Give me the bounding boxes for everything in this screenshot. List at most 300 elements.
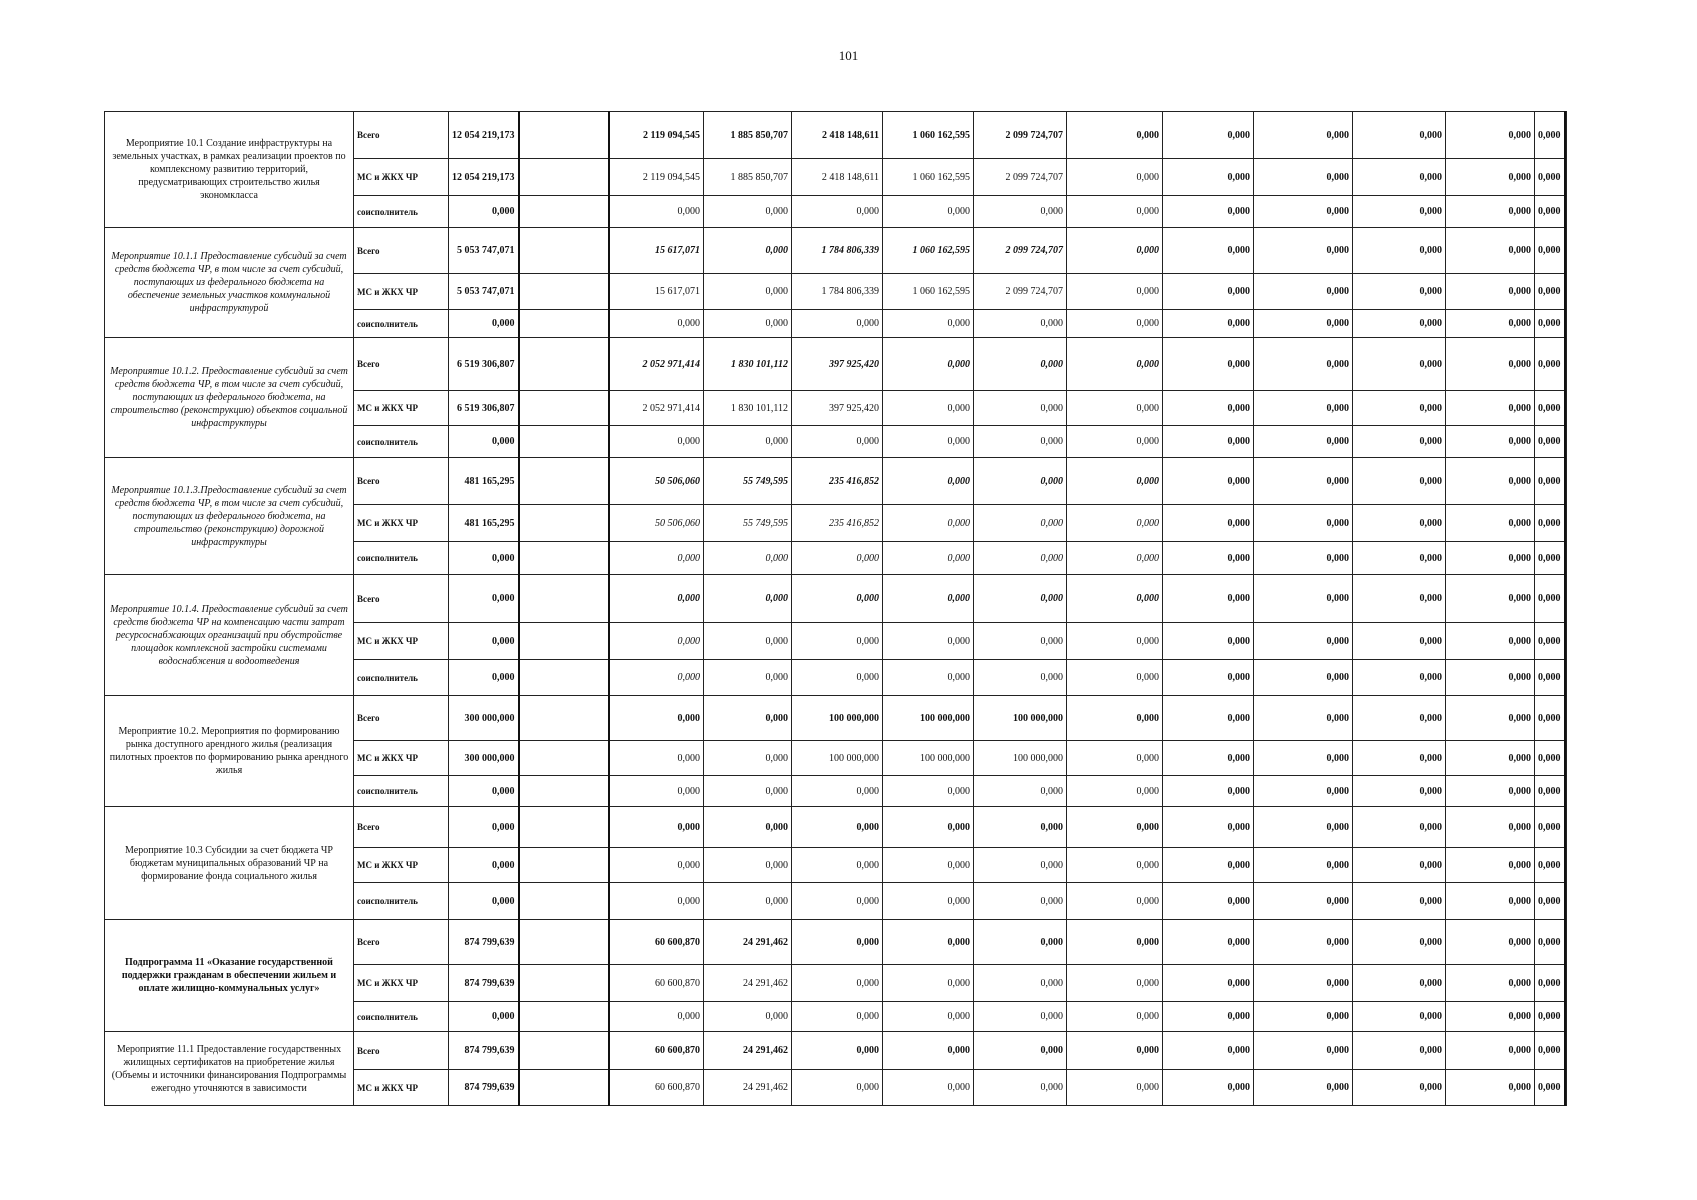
value-cell: 0,000 (974, 883, 1067, 920)
value-cell: 0,000 (1446, 505, 1535, 542)
funding-type-label: МС и ЖКХ ЧР (354, 965, 449, 1002)
value-cell: 0,000 (704, 542, 792, 575)
value-cell: 0,000 (609, 807, 704, 848)
table-edge (1565, 458, 1567, 505)
value-cell: 0,000 (1067, 920, 1163, 965)
value-cell: 0,000 (1535, 965, 1565, 1002)
value-cell: 60 600,870 (609, 1032, 704, 1070)
value-cell: 0,000 (1163, 660, 1254, 696)
value-cell: 0,000 (1163, 1070, 1254, 1106)
value-cell: 0,000 (1067, 159, 1163, 196)
table-edge (1565, 228, 1567, 274)
value-cell: 1 885 850,707 (704, 159, 792, 196)
value-cell: 100 000,000 (974, 696, 1067, 741)
value-cell: 0,000 (1067, 776, 1163, 807)
value-cell: 0,000 (609, 542, 704, 575)
value-cell: 300 000,000 (449, 741, 519, 776)
value-cell: 60 600,870 (609, 1070, 704, 1106)
value-cell: 235 416,852 (792, 505, 883, 542)
value-cell: 0,000 (1254, 696, 1353, 741)
table-edge (1565, 965, 1567, 1002)
value-cell: 0,000 (1254, 228, 1353, 274)
value-cell: 0,000 (1353, 274, 1446, 310)
column-divider (519, 338, 609, 391)
value-cell: 0,000 (1163, 807, 1254, 848)
value-cell: 0,000 (1067, 623, 1163, 660)
value-cell: 0,000 (1163, 159, 1254, 196)
value-cell: 0,000 (1446, 338, 1535, 391)
value-cell: 5 053 747,071 (449, 228, 519, 274)
table-edge (1565, 338, 1567, 391)
value-cell: 0,000 (883, 1002, 974, 1032)
table-body (105, 112, 1567, 1106)
value-cell: 0,000 (609, 623, 704, 660)
value-cell: 0,000 (1067, 542, 1163, 575)
value-cell: 0,000 (1067, 965, 1163, 1002)
column-divider (519, 623, 609, 660)
value-cell: 100 000,000 (974, 741, 1067, 776)
funding-type-label: соисполнитель (354, 196, 449, 228)
value-cell: 0,000 (792, 426, 883, 458)
table-edge (1565, 542, 1567, 575)
value-cell: 235 416,852 (792, 458, 883, 505)
value-cell: 874 799,639 (449, 1070, 519, 1106)
value-cell: 0,000 (1353, 660, 1446, 696)
column-divider (519, 741, 609, 776)
value-cell: 2 418 148,611 (792, 159, 883, 196)
value-cell: 0,000 (449, 1002, 519, 1032)
value-cell: 0,000 (609, 848, 704, 883)
value-cell: 0,000 (1446, 112, 1535, 159)
value-cell: 0,000 (1446, 274, 1535, 310)
value-cell: 0,000 (609, 660, 704, 696)
value-cell: 0,000 (1535, 310, 1565, 338)
value-cell: 481 165,295 (449, 505, 519, 542)
value-cell: 0,000 (1163, 505, 1254, 542)
value-cell: 0,000 (1254, 274, 1353, 310)
value-cell: 0,000 (1446, 310, 1535, 338)
value-cell: 0,000 (1446, 1070, 1535, 1106)
value-cell: 0,000 (704, 776, 792, 807)
value-cell: 0,000 (792, 848, 883, 883)
value-cell: 0,000 (883, 310, 974, 338)
value-cell: 0,000 (883, 338, 974, 391)
value-cell: 0,000 (883, 660, 974, 696)
value-cell: 2 099 724,707 (974, 274, 1067, 310)
value-cell: 0,000 (1446, 228, 1535, 274)
column-divider (519, 660, 609, 696)
value-cell: 0,000 (704, 228, 792, 274)
table-edge (1565, 575, 1567, 623)
value-cell: 0,000 (792, 1032, 883, 1070)
column-divider (519, 1070, 609, 1106)
value-cell: 0,000 (1163, 338, 1254, 391)
value-cell: 874 799,639 (449, 920, 519, 965)
value-cell: 0,000 (792, 310, 883, 338)
value-cell: 0,000 (974, 542, 1067, 575)
column-divider (519, 807, 609, 848)
column-divider (519, 1032, 609, 1070)
value-cell: 0,000 (1163, 776, 1254, 807)
value-cell: 55 749,595 (704, 458, 792, 505)
value-cell: 397 925,420 (792, 338, 883, 391)
value-cell: 874 799,639 (449, 1032, 519, 1070)
value-cell: 0,000 (1535, 623, 1565, 660)
value-cell: 0,000 (1254, 505, 1353, 542)
table-edge (1565, 776, 1567, 807)
value-cell: 0,000 (1067, 196, 1163, 228)
column-divider (519, 112, 609, 159)
value-cell: 0,000 (1446, 741, 1535, 776)
value-cell: 0,000 (883, 505, 974, 542)
table-row (105, 1032, 1567, 1070)
value-cell: 0,000 (704, 848, 792, 883)
value-cell: 0,000 (704, 741, 792, 776)
value-cell: 0,000 (1163, 228, 1254, 274)
value-cell: 0,000 (1067, 741, 1163, 776)
value-cell: 0,000 (974, 505, 1067, 542)
value-cell: 0,000 (1535, 920, 1565, 965)
value-cell: 2 052 971,414 (609, 391, 704, 426)
value-cell: 0,000 (883, 920, 974, 965)
value-cell: 300 000,000 (449, 696, 519, 741)
value-cell: 0,000 (792, 196, 883, 228)
value-cell: 0,000 (1446, 776, 1535, 807)
funding-type-label: Всего (354, 458, 449, 505)
funding-type-label: соисполнитель (354, 776, 449, 807)
value-cell: 0,000 (1067, 1032, 1163, 1070)
value-cell: 0,000 (449, 542, 519, 575)
table-edge (1565, 1032, 1567, 1070)
measure-name: Мероприятие 10.1.3.Предоставление субсидий за счет средств бюджета ЧР, в том числе за счет субсидий, поступающих из федерального бюджета, на строительство (реконструкцию) дорожной инфраструктуры (105, 458, 354, 575)
value-cell: 0,000 (704, 274, 792, 310)
value-cell: 0,000 (1067, 338, 1163, 391)
value-cell: 0,000 (792, 542, 883, 575)
value-cell: 0,000 (1254, 1002, 1353, 1032)
value-cell: 0,000 (704, 696, 792, 741)
value-cell: 0,000 (1446, 920, 1535, 965)
value-cell: 0,000 (609, 776, 704, 807)
value-cell: 0,000 (1446, 965, 1535, 1002)
funding-type-label: Всего (354, 807, 449, 848)
value-cell: 0,000 (974, 426, 1067, 458)
value-cell: 0,000 (449, 660, 519, 696)
value-cell: 0,000 (974, 391, 1067, 426)
value-cell: 0,000 (1067, 458, 1163, 505)
value-cell: 0,000 (1535, 1070, 1565, 1106)
value-cell: 0,000 (1446, 1002, 1535, 1032)
funding-type-label: Всего (354, 920, 449, 965)
value-cell: 0,000 (1353, 310, 1446, 338)
value-cell: 0,000 (1446, 807, 1535, 848)
value-cell: 0,000 (1163, 696, 1254, 741)
value-cell: 0,000 (1254, 660, 1353, 696)
value-cell: 0,000 (883, 391, 974, 426)
value-cell: 0,000 (449, 776, 519, 807)
table-edge (1565, 112, 1567, 159)
funding-type-label: МС и ЖКХ ЧР (354, 159, 449, 196)
value-cell: 0,000 (1067, 112, 1163, 159)
value-cell: 0,000 (1067, 310, 1163, 338)
value-cell: 15 617,071 (609, 274, 704, 310)
table-edge (1565, 741, 1567, 776)
column-divider (519, 575, 609, 623)
value-cell: 0,000 (1067, 505, 1163, 542)
value-cell: 0,000 (883, 776, 974, 807)
value-cell: 1 830 101,112 (704, 391, 792, 426)
measure-name: Мероприятие 10.2. Мероприятия по формированию рынка доступного арендного жилья (реализация пилотных проектов по формированию рынка арендного жилья (105, 696, 354, 807)
value-cell: 0,000 (704, 426, 792, 458)
measure-name: Мероприятие 10.1.4. Предоставление субсидий за счет средств бюджета ЧР на компенсацию части затрат ресурсоснабжающих организаций при обустройстве площадок комплексной застройки системами водоснабжения и водоотведения (105, 575, 354, 696)
table-row (105, 458, 1567, 505)
value-cell: 1 784 806,339 (792, 228, 883, 274)
value-cell: 0,000 (1067, 848, 1163, 883)
table-row (105, 338, 1567, 391)
table-edge (1565, 696, 1567, 741)
table-edge (1565, 310, 1567, 338)
value-cell: 0,000 (1254, 623, 1353, 660)
value-cell: 12 054 219,173 (449, 159, 519, 196)
value-cell: 100 000,000 (792, 741, 883, 776)
value-cell: 0,000 (1254, 338, 1353, 391)
table-edge (1565, 807, 1567, 848)
value-cell: 0,000 (609, 741, 704, 776)
value-cell: 0,000 (792, 776, 883, 807)
table-row (105, 112, 1567, 159)
value-cell: 0,000 (1254, 426, 1353, 458)
value-cell: 2 052 971,414 (609, 338, 704, 391)
value-cell: 0,000 (609, 1002, 704, 1032)
value-cell: 1 060 162,595 (883, 112, 974, 159)
value-cell: 0,000 (449, 883, 519, 920)
value-cell: 0,000 (1163, 1002, 1254, 1032)
value-cell: 0,000 (1446, 660, 1535, 696)
value-cell: 2 099 724,707 (974, 112, 1067, 159)
table-edge (1565, 391, 1567, 426)
column-divider (519, 505, 609, 542)
value-cell: 0,000 (1067, 274, 1163, 310)
value-cell: 0,000 (1353, 542, 1446, 575)
value-cell: 0,000 (1353, 1032, 1446, 1070)
value-cell: 2 418 148,611 (792, 112, 883, 159)
value-cell: 1 060 162,595 (883, 159, 974, 196)
value-cell: 0,000 (883, 1070, 974, 1106)
value-cell: 0,000 (1163, 920, 1254, 965)
value-cell: 5 053 747,071 (449, 274, 519, 310)
column-divider (519, 920, 609, 965)
value-cell: 0,000 (974, 920, 1067, 965)
value-cell: 0,000 (1535, 1002, 1565, 1032)
value-cell: 0,000 (974, 965, 1067, 1002)
value-cell: 0,000 (883, 426, 974, 458)
value-cell: 0,000 (883, 542, 974, 575)
value-cell: 0,000 (1067, 426, 1163, 458)
value-cell: 0,000 (609, 196, 704, 228)
column-divider (519, 159, 609, 196)
value-cell: 0,000 (1163, 848, 1254, 883)
funding-type-label: Всего (354, 575, 449, 623)
value-cell: 0,000 (704, 1002, 792, 1032)
value-cell: 0,000 (792, 575, 883, 623)
value-cell: 24 291,462 (704, 1032, 792, 1070)
value-cell: 0,000 (1254, 575, 1353, 623)
measure-name: Мероприятие 11.1 Предоставление государственных жилищных сертификатов на приобретение жилья (Объемы и источники финансирования Подпрограммы ежегодно уточняются в зависимости (105, 1032, 354, 1106)
value-cell: 1 060 162,595 (883, 274, 974, 310)
value-cell: 0,000 (792, 883, 883, 920)
value-cell: 0,000 (792, 807, 883, 848)
value-cell: 0,000 (1067, 1070, 1163, 1106)
value-cell: 0,000 (1254, 920, 1353, 965)
value-cell: 0,000 (1254, 196, 1353, 228)
table-edge (1565, 848, 1567, 883)
value-cell: 0,000 (974, 1032, 1067, 1070)
value-cell: 0,000 (1163, 426, 1254, 458)
value-cell: 0,000 (1067, 883, 1163, 920)
value-cell: 0,000 (1254, 848, 1353, 883)
column-divider (519, 310, 609, 338)
value-cell: 0,000 (1353, 848, 1446, 883)
value-cell: 0,000 (1446, 426, 1535, 458)
value-cell: 24 291,462 (704, 920, 792, 965)
value-cell: 0,000 (1353, 776, 1446, 807)
funding-type-label: соисполнитель (354, 542, 449, 575)
funding-type-label: МС и ЖКХ ЧР (354, 623, 449, 660)
value-cell: 0,000 (1535, 807, 1565, 848)
value-cell: 0,000 (1535, 274, 1565, 310)
value-cell: 0,000 (704, 310, 792, 338)
column-divider (519, 965, 609, 1002)
funding-type-label: МС и ЖКХ ЧР (354, 848, 449, 883)
measure-name: Мероприятие 10.1.2. Предоставление субсидий за счет средств бюджета ЧР, в том числе за счет субсидий, поступающих из федерального бюджета, на строительство (реконструкцию) объектов социальной инфраструктуры (105, 338, 354, 458)
column-divider (519, 883, 609, 920)
table-row (105, 696, 1567, 741)
measure-name: Мероприятие 10.1 Создание инфраструктуры на земельных участках, в рамках реализации проектов по комплексному развитию территорий, предусматривающих строительство жилья экономкласса (105, 112, 354, 228)
value-cell: 0,000 (1163, 458, 1254, 505)
funding-type-label: МС и ЖКХ ЧР (354, 391, 449, 426)
value-cell: 6 519 306,807 (449, 338, 519, 391)
value-cell: 24 291,462 (704, 965, 792, 1002)
value-cell: 0,000 (1353, 696, 1446, 741)
value-cell: 0,000 (974, 848, 1067, 883)
value-cell: 0,000 (1254, 391, 1353, 426)
column-divider (519, 696, 609, 741)
value-cell: 0,000 (1446, 883, 1535, 920)
funding-type-label: Всего (354, 112, 449, 159)
value-cell: 0,000 (1163, 274, 1254, 310)
value-cell: 0,000 (1254, 159, 1353, 196)
column-divider (519, 1002, 609, 1032)
value-cell: 0,000 (609, 575, 704, 623)
value-cell: 2 119 094,545 (609, 112, 704, 159)
table-edge (1565, 660, 1567, 696)
value-cell: 0,000 (609, 310, 704, 338)
value-cell: 0,000 (792, 1070, 883, 1106)
page-number: 101 (838, 48, 859, 63)
value-cell: 0,000 (1535, 776, 1565, 807)
value-cell: 55 749,595 (704, 505, 792, 542)
table-row (105, 807, 1567, 848)
value-cell: 0,000 (1067, 391, 1163, 426)
value-cell: 0,000 (792, 623, 883, 660)
value-cell: 0,000 (1446, 391, 1535, 426)
measure-name: Мероприятие 10.3 Субсидии за счет бюджета ЧР бюджетам муниципальных образований ЧР на формирование фонда социального жилья (105, 807, 354, 920)
value-cell: 0,000 (1535, 1032, 1565, 1070)
value-cell: 60 600,870 (609, 965, 704, 1002)
value-cell: 0,000 (1067, 228, 1163, 274)
value-cell: 0,000 (1067, 807, 1163, 848)
funding-type-label: Всего (354, 228, 449, 274)
value-cell: 0,000 (1067, 575, 1163, 623)
value-cell: 0,000 (1353, 920, 1446, 965)
value-cell: 0,000 (1254, 310, 1353, 338)
value-cell: 0,000 (1353, 505, 1446, 542)
column-divider (519, 426, 609, 458)
value-cell: 0,000 (1446, 623, 1535, 660)
value-cell: 0,000 (1353, 196, 1446, 228)
value-cell: 0,000 (974, 776, 1067, 807)
table-edge (1565, 159, 1567, 196)
budget-table (104, 111, 1567, 1106)
value-cell: 0,000 (1535, 228, 1565, 274)
table-edge (1565, 1002, 1567, 1032)
value-cell: 0,000 (1163, 310, 1254, 338)
value-cell: 0,000 (1446, 542, 1535, 575)
value-cell: 0,000 (1535, 196, 1565, 228)
value-cell: 0,000 (704, 807, 792, 848)
value-cell: 0,000 (1254, 1070, 1353, 1106)
value-cell: 2 119 094,545 (609, 159, 704, 196)
value-cell: 0,000 (449, 623, 519, 660)
value-cell: 0,000 (1353, 391, 1446, 426)
value-cell: 0,000 (974, 310, 1067, 338)
value-cell: 0,000 (449, 426, 519, 458)
value-cell: 0,000 (1353, 807, 1446, 848)
table-edge (1565, 920, 1567, 965)
value-cell: 0,000 (1353, 338, 1446, 391)
value-cell: 100 000,000 (883, 696, 974, 741)
column-divider (519, 228, 609, 274)
value-cell: 0,000 (1163, 965, 1254, 1002)
value-cell: 0,000 (1067, 696, 1163, 741)
value-cell: 0,000 (974, 807, 1067, 848)
value-cell: 0,000 (883, 575, 974, 623)
value-cell: 2 099 724,707 (974, 228, 1067, 274)
funding-type-label: МС и ЖКХ ЧР (354, 1070, 449, 1106)
value-cell: 0,000 (1535, 848, 1565, 883)
value-cell: 0,000 (1535, 542, 1565, 575)
funding-type-label: соисполнитель (354, 1002, 449, 1032)
value-cell: 0,000 (1163, 741, 1254, 776)
value-cell: 0,000 (1535, 391, 1565, 426)
value-cell: 0,000 (974, 1070, 1067, 1106)
value-cell: 0,000 (704, 196, 792, 228)
value-cell: 1 885 850,707 (704, 112, 792, 159)
value-cell: 0,000 (1535, 505, 1565, 542)
column-divider (519, 274, 609, 310)
column-divider (519, 391, 609, 426)
value-cell: 50 506,060 (609, 505, 704, 542)
value-cell: 0,000 (1067, 1002, 1163, 1032)
value-cell: 0,000 (1446, 696, 1535, 741)
value-cell: 0,000 (1446, 196, 1535, 228)
value-cell: 0,000 (883, 1032, 974, 1070)
value-cell: 2 099 724,707 (974, 159, 1067, 196)
value-cell: 60 600,870 (609, 920, 704, 965)
value-cell: 0,000 (1163, 112, 1254, 159)
value-cell: 0,000 (1353, 1070, 1446, 1106)
value-cell: 0,000 (1353, 159, 1446, 196)
value-cell: 1 830 101,112 (704, 338, 792, 391)
